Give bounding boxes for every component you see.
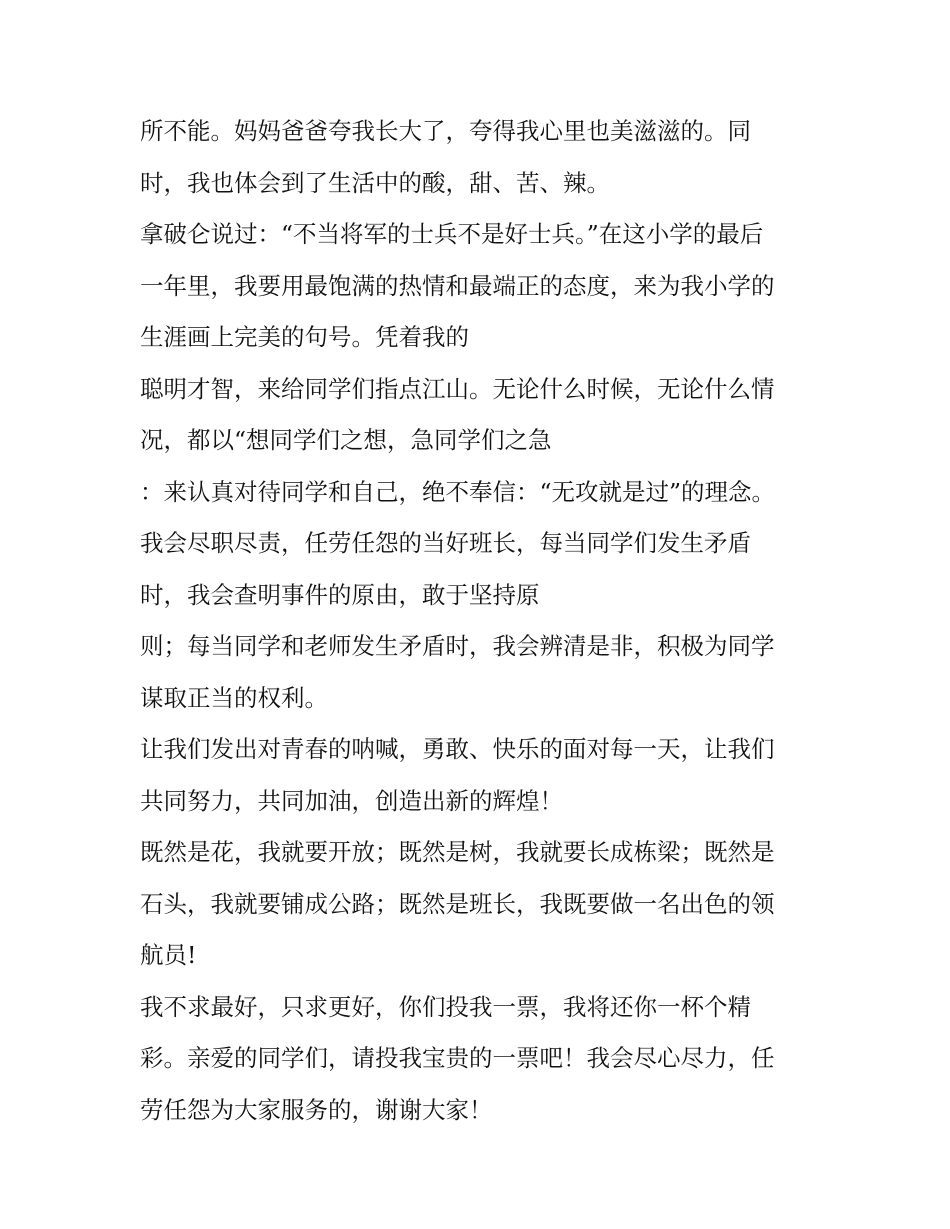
body-text — [140, 106, 820, 1136]
text-line: 劳任怨为大家服务的，谢谢大家！ — [140, 1095, 493, 1124]
text-line: 航员! — [140, 941, 197, 969]
text-line: 我会尽职尽责，任劳任怨的当好班长，每当同学们发生矛盾 — [140, 529, 751, 557]
text-line: 彩。亲爱的同学们，请投我宝贵的一票吧！我会尽心尽力，任 — [140, 1044, 775, 1072]
text-line: 生涯画上完美的句号。凭着我的 — [140, 323, 469, 351]
text-line: 况，都以“想同学们之想，急同学们之急 — [140, 426, 552, 454]
text-line: 时，我也体会到了生活中的酸，甜、苦、辣。 — [140, 168, 610, 197]
text-line: 聪明才智，来给同学们指点江山。无论什么时候，无论什么情 — [140, 374, 775, 403]
text-line: 一年里，我要用最饱满的热情和最端正的态度，来为我小学的 — [140, 271, 775, 300]
text-line: 既然是花，我就要开放；既然是树，我就要长成栋梁；既然是 — [140, 838, 775, 866]
text-line: 石头，我就要铺成公路；既然是班长，我既要做一名出色的领 — [140, 889, 775, 918]
text-line: 共同努力，共同加油，创造出新的辉煌！ — [140, 786, 563, 815]
text-line: 拿破仑说过：“不当将军的士兵不是好士兵。”在这小学的最后 — [140, 220, 764, 248]
text-line: 让我们发出对青春的呐喊，勇敢、快乐的面对每一天，让我们 — [140, 735, 775, 763]
text-line: 则；每当同学和老师发生矛盾时，我会辨清是非，积极为同学 — [140, 632, 775, 660]
text-line: 谋取正当的权利。 — [140, 683, 328, 712]
text-line: ：来认真对待同学和自己，绝不奉信：“无攻就是过”的理念。 — [140, 477, 776, 506]
text-line: 所不能。妈妈爸爸夸我长大了，夸得我心里也美滋滋的。同 — [140, 117, 751, 145]
text-line: 时，我会查明事件的原由，敢于坚持原 — [140, 580, 540, 609]
text-line: 我不求最好，只求更好，你们投我一票，我将还你一杯个精 — [140, 992, 751, 1021]
